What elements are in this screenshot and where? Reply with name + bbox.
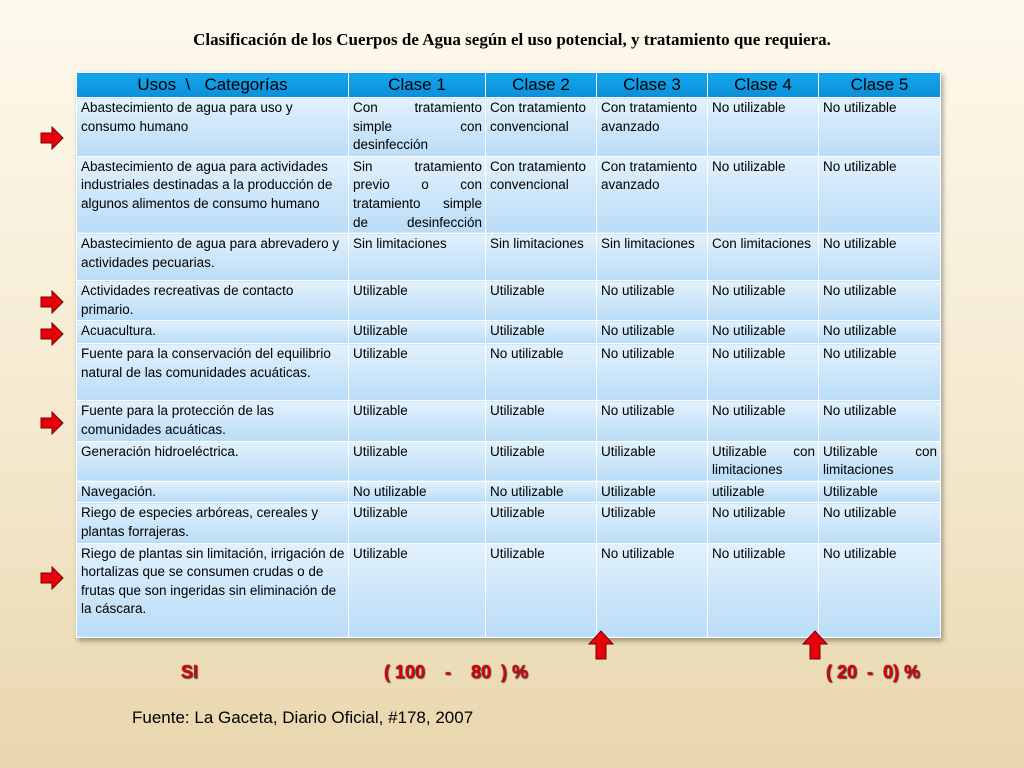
slide-title: Clasificación de los Cuerpos de Agua según el uso potencial, y tratamiento que requiera. <box>193 30 831 49</box>
table-cell: No utilizable <box>819 234 941 281</box>
right-arrow-icon <box>40 322 64 346</box>
range-low-label: ( 20 - 0) % <box>826 662 921 682</box>
table-cell: Utilizable <box>349 441 486 481</box>
table-cell-use: Acuacultura. <box>77 321 349 344</box>
table-header-row <box>77 73 941 98</box>
table-cell: No utilizable <box>486 481 597 503</box>
table-cell: Utilizable con limitaciones <box>708 441 819 481</box>
table-cell: No utilizable <box>708 543 819 637</box>
table-cell: Utilizable <box>349 321 486 344</box>
table-cell: No utilizable <box>819 503 941 543</box>
table-cell-use: Riego de plantas sin limitación, irrigación de hortalizas que se consumen crudas o de frutas que son ingeridas sin eliminación de la cáscara. <box>77 543 349 637</box>
table-row <box>77 344 941 401</box>
up-arrow-icon <box>588 630 614 660</box>
table-row <box>77 234 941 281</box>
table-cell: Utilizable <box>597 503 708 543</box>
table-row <box>77 441 941 481</box>
table-cell: No utilizable <box>597 321 708 344</box>
table-cell: No utilizable <box>708 401 819 441</box>
right-arrow-icon <box>40 290 64 314</box>
table-cell: Utilizable <box>486 441 597 481</box>
table-row <box>77 481 941 503</box>
table-cell: No utilizable <box>597 401 708 441</box>
table-cell-use: Abastecimiento de agua para uso y consumo humano <box>77 98 349 157</box>
header-clase-1: Clase 1 <box>349 73 486 98</box>
range-high-label: ( 100 - 80 ) % <box>384 662 529 682</box>
header-clase-2: Clase 2 <box>486 73 597 98</box>
table-cell-use: Fuente para la protección de las comunidades acuáticas. <box>77 401 349 441</box>
table-cell: No utilizable <box>819 321 941 344</box>
table-cell: Utilizable <box>597 481 708 503</box>
table-cell: No utilizable <box>819 543 941 637</box>
table-cell: No utilizable <box>597 543 708 637</box>
table-cell: No utilizable <box>708 344 819 401</box>
table-cell-use: Navegación. <box>77 481 349 503</box>
table-cell: Utilizable <box>349 344 486 401</box>
table-cell-use: Actividades recreativas de contacto primario. <box>77 281 349 321</box>
right-arrow-icon <box>40 126 64 150</box>
table-cell: Utilizable <box>349 401 486 441</box>
header-clase-5: Clase 5 <box>819 73 941 98</box>
table-cell-use: Abastecimiento de agua para abrevadero y actividades pecuarias. <box>77 234 349 281</box>
table-cell-use: Riego de especies arbóreas, cereales y plantas forrajeras. <box>77 503 349 543</box>
table-cell: Sin limitaciones <box>486 234 597 281</box>
table-cell: utilizable <box>708 481 819 503</box>
table-cell: Utilizable <box>349 281 486 321</box>
table-cell: No utilizable <box>819 156 941 233</box>
table-cell-use: Generación hidroeléctrica. <box>77 441 349 481</box>
table-cell: Utilizable <box>597 441 708 481</box>
table-row <box>77 321 941 344</box>
table-row <box>77 543 941 637</box>
table-cell: No utilizable <box>597 344 708 401</box>
table-cell: No utilizable <box>597 281 708 321</box>
table-cell: Utilizable <box>349 503 486 543</box>
table-cell: Utilizable <box>349 543 486 637</box>
header-clase-3: Clase 3 <box>597 73 708 98</box>
table-cell: No utilizable <box>819 281 941 321</box>
table-cell: Con tratamiento avanzado <box>597 98 708 157</box>
table-cell: Sin limitaciones <box>349 234 486 281</box>
table-cell: Con tratamiento simple con desinfección <box>349 98 486 157</box>
header-clase-4: Clase 4 <box>708 73 819 98</box>
table-cell: Utilizable <box>486 503 597 543</box>
right-arrow-icon <box>40 411 64 435</box>
table-cell: Utilizable <box>486 543 597 637</box>
table-cell: No utilizable <box>819 344 941 401</box>
table-cell: Con tratamiento convencional <box>486 156 597 233</box>
table-cell: Con limitaciones <box>708 234 819 281</box>
table-row <box>77 503 941 543</box>
table-cell: No utilizable <box>708 98 819 157</box>
table-row <box>77 156 941 233</box>
table-cell: Utilizable <box>486 281 597 321</box>
table-cell: No utilizable <box>349 481 486 503</box>
up-arrow-icon <box>802 630 828 660</box>
table-cell: Utilizable con limitaciones <box>819 441 941 481</box>
table-cell: Utilizable <box>819 481 941 503</box>
table-cell: No utilizable <box>708 156 819 233</box>
table-cell: Utilizable <box>486 401 597 441</box>
table-cell-use: Fuente para la conservación del equilibrio natural de las comunidades acuáticas. <box>77 344 349 401</box>
right-arrow-icon <box>40 566 64 590</box>
table-cell: No utilizable <box>819 401 941 441</box>
table-cell: Utilizable <box>486 321 597 344</box>
table-cell: No utilizable <box>708 321 819 344</box>
table-cell: No utilizable <box>486 344 597 401</box>
table-row <box>77 401 941 441</box>
table-cell: No utilizable <box>708 503 819 543</box>
header-usos-categorias: Usos \ Categorías <box>77 73 349 98</box>
classification-table <box>76 72 941 638</box>
table-cell: Con tratamiento convencional <box>486 98 597 157</box>
source-citation: Fuente: La Gaceta, Diario Oficial, #178, 2007 <box>132 708 474 727</box>
table-cell: No utilizable <box>708 281 819 321</box>
table-row <box>77 98 941 157</box>
si-label: SI <box>181 662 199 682</box>
table-cell: Con tratamiento avanzado <box>597 156 708 233</box>
table-row <box>77 281 941 321</box>
table-cell: Sin limitaciones <box>597 234 708 281</box>
table-cell: No utilizable <box>819 98 941 157</box>
table-cell-use: Abastecimiento de agua para actividades industriales destinadas a la producción de algunos alimentos de consumo humano <box>77 156 349 233</box>
table-cell: Sin tratamiento previo o con tratamiento simple de desinfección <box>349 156 486 233</box>
